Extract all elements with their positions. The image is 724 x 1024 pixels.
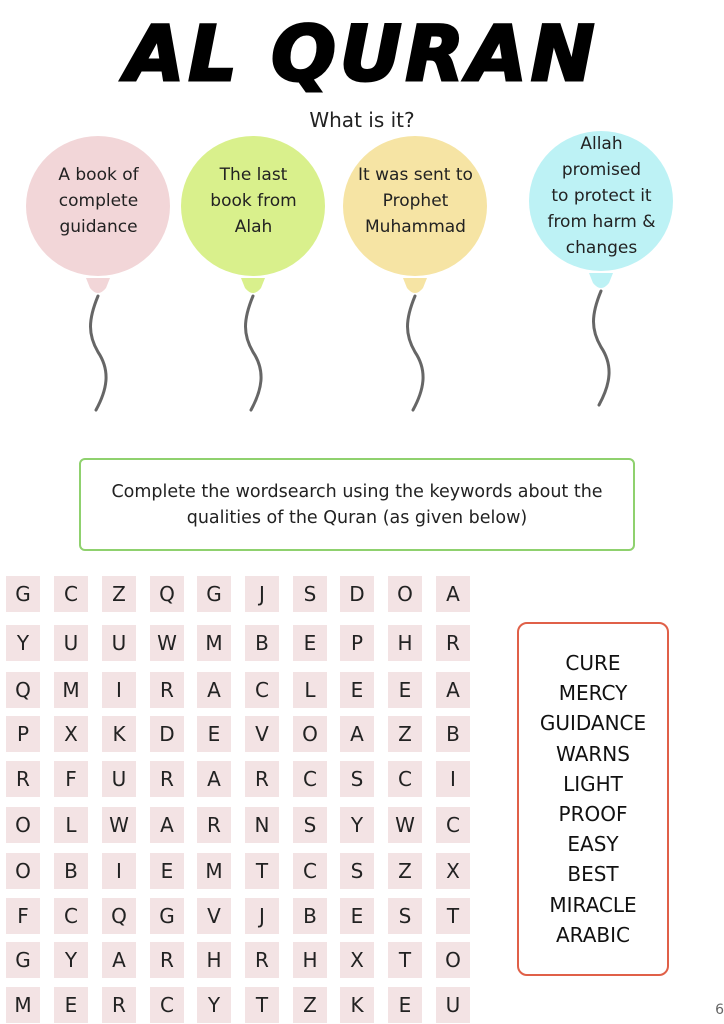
keyword-item: WARNS [556, 741, 630, 766]
grid-cell[interactable]: N [245, 807, 279, 843]
grid-cell[interactable]: K [102, 716, 136, 752]
grid-cell[interactable]: R [150, 672, 184, 708]
keyword-item: ARABIC [555, 922, 631, 947]
grid-cell[interactable]: E [54, 987, 88, 1023]
grid-cell[interactable]: X [340, 942, 374, 978]
grid-cell[interactable]: J [245, 576, 279, 612]
grid-cell[interactable]: O [6, 807, 40, 843]
grid-cell[interactable]: T [245, 987, 279, 1023]
grid-cell[interactable]: O [6, 853, 40, 889]
balloon-4 [529, 125, 674, 415]
balloon-text: The last book from Alah [210, 165, 297, 237]
grid-cell[interactable]: U [54, 625, 88, 661]
grid-cell[interactable]: G [150, 898, 184, 934]
grid-cell[interactable]: A [150, 807, 184, 843]
keyword-item: CURE [565, 650, 621, 675]
grid-cell[interactable]: D [340, 576, 374, 612]
grid-cell[interactable]: Q [150, 576, 184, 612]
keyword-item: LIGHT [563, 771, 623, 796]
grid-cell[interactable]: E [388, 672, 422, 708]
grid-cell[interactable]: T [388, 942, 422, 978]
grid-cell[interactable]: R [245, 761, 279, 797]
keyword-item: MERCY [558, 681, 628, 706]
grid-cell[interactable]: S [340, 761, 374, 797]
grid-cell[interactable]: F [54, 761, 88, 797]
grid-cell[interactable]: C [245, 672, 279, 708]
grid-cell[interactable]: M [54, 672, 88, 708]
grid-cell[interactable]: Z [102, 576, 136, 612]
grid-cell[interactable]: C [54, 576, 88, 612]
grid-cell[interactable]: A [197, 672, 231, 708]
grid-cell[interactable]: T [436, 898, 470, 934]
page-number: 6 [715, 1002, 724, 1018]
grid-cell[interactable]: Z [388, 716, 422, 752]
keyword-item: EASY [567, 832, 619, 857]
grid-cell[interactable]: Y [197, 987, 231, 1023]
grid-cell[interactable]: G [197, 576, 231, 612]
grid-cell[interactable]: G [6, 942, 40, 978]
grid-cell[interactable]: W [388, 807, 422, 843]
balloon-text: It was sent to Prophet Muhammad [358, 165, 473, 237]
grid-cell[interactable]: O [388, 576, 422, 612]
grid-cell[interactable]: U [436, 987, 470, 1023]
grid-cell[interactable]: L [54, 807, 88, 843]
grid-cell[interactable]: B [293, 898, 327, 934]
grid-cell[interactable]: P [6, 716, 40, 752]
grid-cell[interactable]: E [293, 625, 327, 661]
grid-cell[interactable]: C [293, 761, 327, 797]
grid-cell[interactable]: E [197, 716, 231, 752]
grid-cell[interactable]: B [436, 716, 470, 752]
grid-cell[interactable]: S [340, 853, 374, 889]
grid-cell[interactable]: S [293, 807, 327, 843]
balloons-row [0, 130, 724, 430]
balloon-3 [343, 130, 488, 420]
grid-cell[interactable]: L [293, 672, 327, 708]
grid-cell[interactable]: E [150, 853, 184, 889]
grid-cell[interactable]: C [293, 853, 327, 889]
grid-cell[interactable]: E [340, 898, 374, 934]
keyword-item: GUIDANCE [539, 711, 647, 736]
grid-cell[interactable]: R [197, 807, 231, 843]
grid-cell[interactable]: S [388, 898, 422, 934]
grid-cell[interactable]: C [388, 761, 422, 797]
grid-cell[interactable]: W [150, 625, 184, 661]
grid-cell[interactable]: A [197, 761, 231, 797]
grid-cell[interactable]: B [245, 625, 279, 661]
subtitle: What is it? [309, 108, 415, 132]
grid-cell[interactable]: X [54, 716, 88, 752]
grid-cell[interactable]: P [340, 625, 374, 661]
grid-cell[interactable]: A [102, 942, 136, 978]
grid-cell[interactable]: R [150, 942, 184, 978]
page-title: AL QURAN [125, 9, 599, 98]
balloon-2 [181, 130, 326, 420]
grid-cell[interactable]: V [245, 716, 279, 752]
keyword-item: MIRACLE [549, 892, 637, 917]
grid-cell[interactable]: Z [293, 987, 327, 1023]
grid-cell[interactable]: A [340, 716, 374, 752]
grid-cell[interactable]: O [293, 716, 327, 752]
grid-cell[interactable]: R [245, 942, 279, 978]
grid-cell[interactable]: H [197, 942, 231, 978]
grid-cell[interactable]: U [102, 625, 136, 661]
grid-cell[interactable]: C [54, 898, 88, 934]
grid-cell[interactable]: O [436, 942, 470, 978]
grid-cell[interactable]: C [436, 807, 470, 843]
grid-cell[interactable]: Y [6, 625, 40, 661]
grid-cell[interactable]: W [102, 807, 136, 843]
grid-cell[interactable]: Q [102, 898, 136, 934]
grid-cell[interactable]: S [293, 576, 327, 612]
grid-cell[interactable]: U [102, 761, 136, 797]
grid-cell[interactable]: M [197, 625, 231, 661]
grid-cell[interactable]: Z [388, 853, 422, 889]
grid-cell[interactable]: M [6, 987, 40, 1023]
grid-cell[interactable]: H [388, 625, 422, 661]
grid-cell[interactable]: J [245, 898, 279, 934]
grid-cell[interactable]: A [436, 576, 470, 612]
grid-cell[interactable]: D [150, 716, 184, 752]
grid-cell[interactable]: X [436, 853, 470, 889]
grid-cell[interactable]: F [6, 898, 40, 934]
grid-cell[interactable]: I [436, 761, 470, 797]
balloon-1 [26, 130, 171, 420]
grid-cell[interactable]: R [6, 761, 40, 797]
grid-cell[interactable]: V [197, 898, 231, 934]
grid-cell[interactable]: E [340, 672, 374, 708]
grid-cell[interactable]: H [293, 942, 327, 978]
grid-cell[interactable]: K [340, 987, 374, 1023]
grid-cell[interactable]: A [436, 672, 470, 708]
grid-cell[interactable]: M [197, 853, 231, 889]
keyword-item: BEST [567, 862, 619, 887]
instruction-box: Complete the wordsearch using the keywords about the qualities of the Quran (as given below) [79, 458, 635, 551]
grid-cell[interactable]: E [388, 987, 422, 1023]
grid-cell[interactable]: R [436, 625, 470, 661]
grid-cell[interactable]: R [150, 761, 184, 797]
grid-cell[interactable]: I [102, 672, 136, 708]
grid-cell[interactable]: G [6, 576, 40, 612]
grid-cell[interactable]: Q [6, 672, 40, 708]
grid-cell[interactable]: Y [54, 942, 88, 978]
word-list-box [517, 622, 669, 976]
grid-cell[interactable]: C [150, 987, 184, 1023]
grid-cell[interactable]: Y [340, 807, 374, 843]
keyword-item: PROOF [558, 802, 628, 826]
grid-cell[interactable]: T [245, 853, 279, 889]
grid-cell[interactable]: B [54, 853, 88, 889]
balloon-text: A book of complete guidance [58, 165, 139, 237]
grid-cell[interactable]: R [102, 987, 136, 1023]
grid-cell[interactable]: I [102, 853, 136, 889]
balloon-text: Allah promised to protect it from harm & changes [547, 134, 656, 258]
